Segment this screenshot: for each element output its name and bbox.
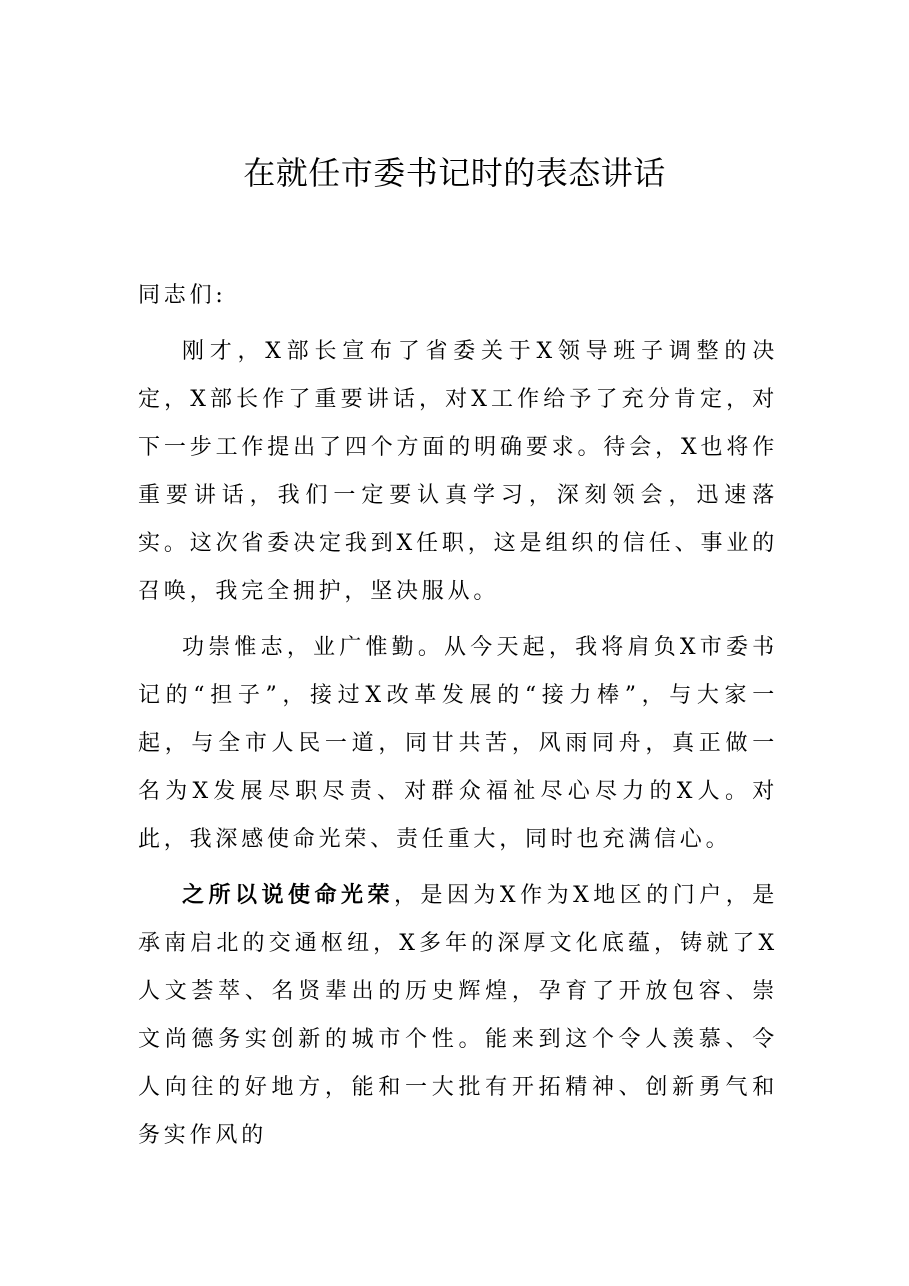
paragraph-text: 刚才，X部长宣布了省委关于X领导班子调整的决定，X部长作了重要讲话，对X工作给予了充分肯定，对下一步工作提出了四个方面的明确要求。待会，X也将作重要讲话，我们一定要认真学习，深刻领会，迅速落实。这次省委决定我到X任职，这是组织的信任、事业的召唤，我完全拥护，坚决服从。 bbox=[138, 339, 778, 604]
document-title: 在就任市委书记时的表态讲话 bbox=[243, 154, 666, 192]
paragraph-lead: 之所以说使命光荣 bbox=[182, 883, 394, 908]
paragraph-text: 功崇惟志，业广惟勤。从今天起，我将肩负X市委书记的“担子”，接过X改革发展的“接力棒”，与大家一起，与全市人民一道，同甘共苦，风雨同舟，真正做一名为X发展尽职尽责、对群众福祉尽心尽力的X人。对此，我深感使命光荣、责任重大，同时也充满信心。 bbox=[138, 635, 778, 852]
salutation: 同志们: bbox=[138, 283, 227, 308]
paragraph-2 bbox=[138, 624, 778, 864]
paragraph-3 bbox=[138, 872, 778, 1160]
paragraph-1 bbox=[138, 328, 778, 616]
paragraph-text: ，是因为X作为X地区的门户，是承南启北的交通枢纽，X多年的深厚文化底蕴，铸就了X人文荟萃、名贤辈出的历史辉煌，孕育了开放包容、崇文尚德务实创新的城市个性。能来到这个令人羡慕、令人向往的好地方，能和一大批有开拓精神、创新勇气和务实作风的 bbox=[138, 883, 778, 1148]
document-body bbox=[138, 272, 778, 1168]
